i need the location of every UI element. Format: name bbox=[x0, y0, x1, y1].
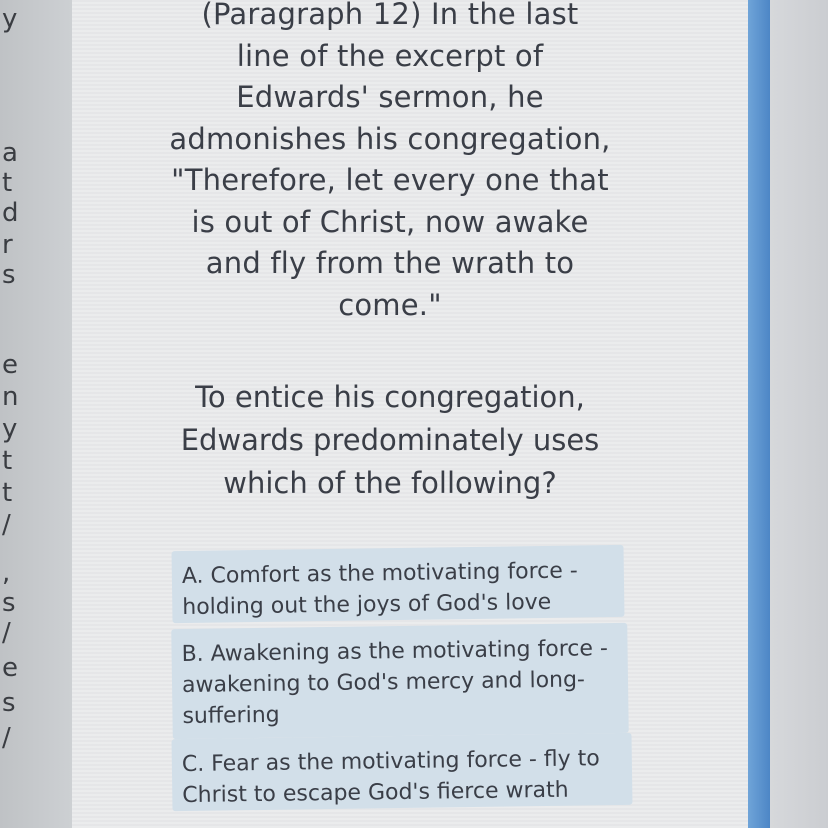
prompt-line: which of the following? bbox=[223, 466, 557, 500]
left-fragment: e bbox=[2, 653, 18, 683]
question-text bbox=[100, 0, 680, 326]
question-line: come." bbox=[338, 287, 442, 322]
left-fragment: s bbox=[2, 588, 16, 618]
left-fragment: t bbox=[2, 168, 13, 198]
left-fragment: e bbox=[2, 350, 18, 380]
left-fragment: y bbox=[2, 414, 18, 444]
answer-option-a[interactable] bbox=[172, 545, 625, 623]
left-fragment: , bbox=[2, 558, 11, 588]
right-accent-stripe bbox=[748, 0, 770, 828]
question-line: line of the excerpt of bbox=[236, 38, 544, 73]
question-line: admonishes his congregation, bbox=[169, 121, 611, 156]
left-fragment: t bbox=[2, 446, 13, 476]
left-fragment: s bbox=[2, 260, 16, 290]
left-fragment: / bbox=[2, 618, 11, 648]
answer-option-label: C. Fear as the motivating force - fly to Christ to escape God's fierce wrath bbox=[181, 746, 600, 809]
left-fragment: r bbox=[2, 230, 13, 260]
left-fragment: y bbox=[2, 4, 18, 34]
left-fragment: s bbox=[2, 688, 16, 718]
prompt-line: Edwards predominately uses bbox=[180, 423, 600, 457]
question-line: Edwards' sermon, he bbox=[236, 80, 544, 114]
answer-option-label: B. Awakening as the motivating force - awakening to God's mercy and long-suffering bbox=[181, 636, 609, 730]
left-side-panel bbox=[0, 0, 73, 828]
left-fragment: t bbox=[2, 478, 13, 508]
prompt-line: To entice his congregation, bbox=[195, 380, 585, 414]
question-line: and fly from the wrath to bbox=[205, 246, 575, 280]
right-side-area bbox=[770, 0, 828, 828]
question-line: "Therefore, let every one that bbox=[171, 163, 609, 197]
answer-option-b[interactable] bbox=[171, 623, 628, 739]
question-line: is out of Christ, now awake bbox=[191, 204, 589, 239]
answer-option-label: A. Comfort as the motivating force - holding out the joys of God's love bbox=[181, 558, 578, 621]
left-fragment: d bbox=[2, 198, 19, 228]
answer-option-c[interactable] bbox=[172, 733, 633, 811]
left-fragment: / bbox=[2, 510, 11, 540]
left-fragment: a bbox=[2, 138, 18, 168]
question-line: (Paragraph 12) In the last bbox=[201, 0, 579, 31]
left-fragment: / bbox=[2, 723, 11, 753]
prompt-text bbox=[110, 376, 670, 505]
left-fragment: n bbox=[2, 382, 19, 412]
